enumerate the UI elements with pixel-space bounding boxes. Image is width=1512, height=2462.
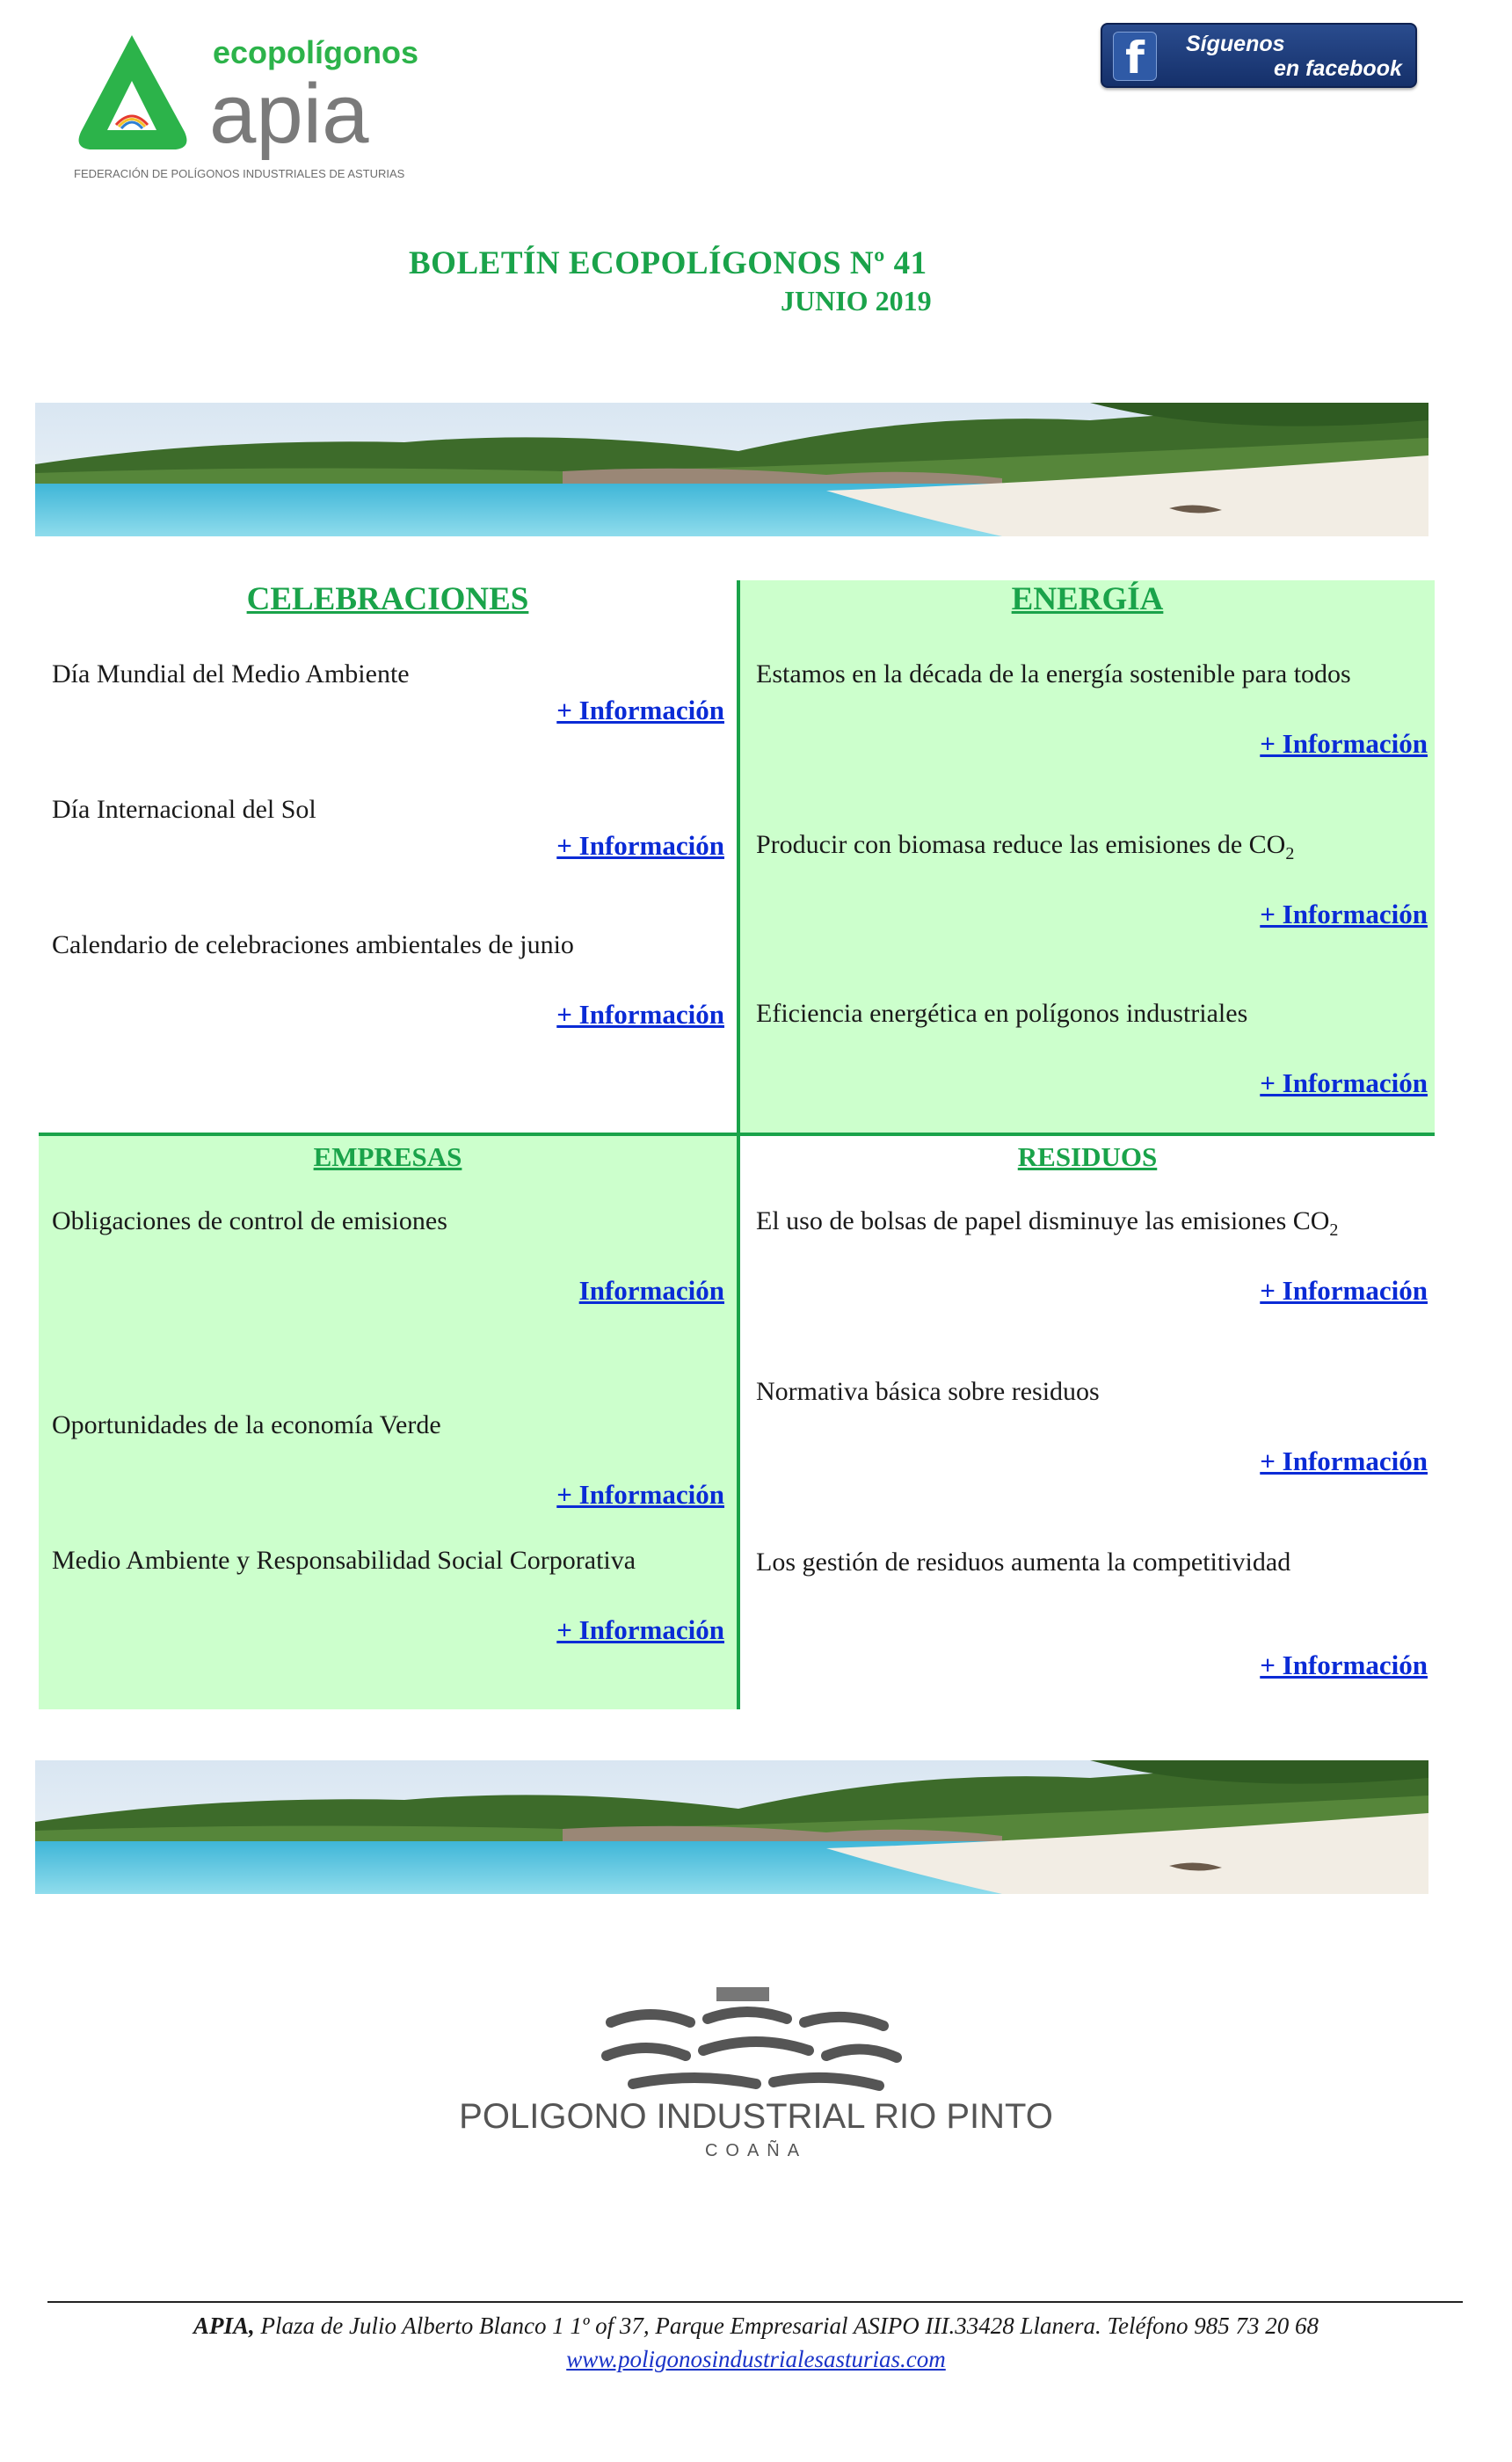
- section-title-empresas: EMPRESAS: [313, 1141, 462, 1172]
- svg-text:FEDERACIÓN DE POLÍGONOS INDUST: FEDERACIÓN DE POLÍGONOS INDUSTRIALES DE ASTURIAS: [74, 167, 405, 180]
- bulletin-date: JUNIO 2019: [781, 285, 932, 317]
- item-responsabilidad-social: Medio Ambiente y Responsabilidad Social Corporativa: [52, 1546, 636, 1575]
- facebook-icon: f: [1113, 32, 1157, 81]
- link-control-emisiones[interactable]: Información: [578, 1275, 724, 1306]
- link-responsabilidad-social[interactable]: + Información: [556, 1614, 724, 1645]
- item-control-emisiones: Obligaciones de control de emisiones: [52, 1206, 447, 1235]
- svg-text:apia: apia: [209, 67, 369, 161]
- svg-text:POLIGONO INDUSTRIAL RIO PINTO: POLIGONO INDUSTRIAL RIO PINTO: [459, 2097, 1053, 2136]
- footer-address-text: Plaza de Julio Alberto Blanco 1 1º of 37, Parque Empresarial ASIPO III.33428 Llanera. Teléfono 985 73 20 68: [254, 2313, 1319, 2339]
- facebook-label-line1: Síguenos: [1186, 32, 1285, 56]
- item-calendario-celebraciones: Calendario de celebraciones ambientales de junio: [52, 930, 574, 959]
- item-dia-internacional-sol: Día Internacional del Sol: [52, 795, 316, 824]
- facebook-follow-button[interactable]: [1101, 23, 1417, 88]
- item-gestion-residuos: Los gestión de residuos aumenta la competitividad: [756, 1548, 1291, 1577]
- link-economia-verde[interactable]: + Información: [556, 1479, 724, 1510]
- item-eficiencia-energetica: Eficiencia energética en polígonos industriales: [756, 999, 1248, 1028]
- item-decada-energia-sostenible: Estamos en la década de la energía sostenible para todos: [756, 659, 1351, 688]
- link-biomasa-emisiones[interactable]: + Información: [1260, 899, 1428, 929]
- grid-divider-horizontal: [39, 1133, 1435, 1136]
- link-decada-energia-sostenible[interactable]: + Información: [1260, 728, 1428, 759]
- footer-divider: [47, 2301, 1463, 2303]
- svg-text:COAÑA: COAÑA: [704, 2141, 808, 2160]
- item-bolsas-papel: El uso de bolsas de papel disminuye las emisiones $CO_2$: [756, 1206, 1339, 1240]
- link-dia-internacional-sol[interactable]: + Información: [556, 830, 724, 861]
- item-economia-verde: Oportunidades de la economía Verde: [52, 1410, 441, 1439]
- item-dia-mundial-medio-ambiente: Día Mundial del Medio Ambiente: [52, 659, 410, 688]
- beach-banner-top: [35, 403, 1428, 536]
- link-gestion-residuos[interactable]: + Información: [1260, 1650, 1428, 1680]
- rio-pinto-emblem-icon: [459, 1987, 1053, 2172]
- footer-address: [0, 2313, 1512, 2340]
- link-normativa-residuos[interactable]: + Información: [1260, 1446, 1428, 1476]
- beach-banner-bottom: [35, 1760, 1428, 1894]
- svg-text:ecopolígonos: ecopolígonos: [213, 34, 418, 70]
- item-biomasa-emisiones: Producir con biomasa reduce las emisiones de $CO_2$: [756, 830, 1295, 863]
- section-title-celebraciones: CELEBRACIONES: [246, 581, 529, 617]
- section-title-energia: ENERGÍA: [1011, 581, 1164, 617]
- bulletin-title: BOLETÍN ECOPOLÍGONOS Nº 41: [409, 245, 927, 281]
- apia-logo: [70, 26, 457, 185]
- section-title-residuos: RESIDUOS: [1017, 1141, 1158, 1172]
- link-calendario-celebraciones[interactable]: + Información: [556, 999, 724, 1030]
- link-bolsas-papel[interactable]: + Información: [1260, 1275, 1428, 1306]
- link-dia-mundial-medio-ambiente[interactable]: + Información: [556, 695, 724, 725]
- apia-triangle-icon: [70, 26, 457, 185]
- footer-org: APIA,: [193, 2313, 255, 2339]
- link-eficiencia-energetica[interactable]: + Información: [1260, 1067, 1428, 1098]
- footer-website-link[interactable]: www.poligonosindustrialesasturias.com: [566, 2346, 946, 2372]
- item-normativa-residuos: Normativa básica sobre residuos: [756, 1377, 1100, 1406]
- facebook-label-line2: en facebook: [1274, 56, 1402, 81]
- rio-pinto-logo: [459, 1987, 1053, 2172]
